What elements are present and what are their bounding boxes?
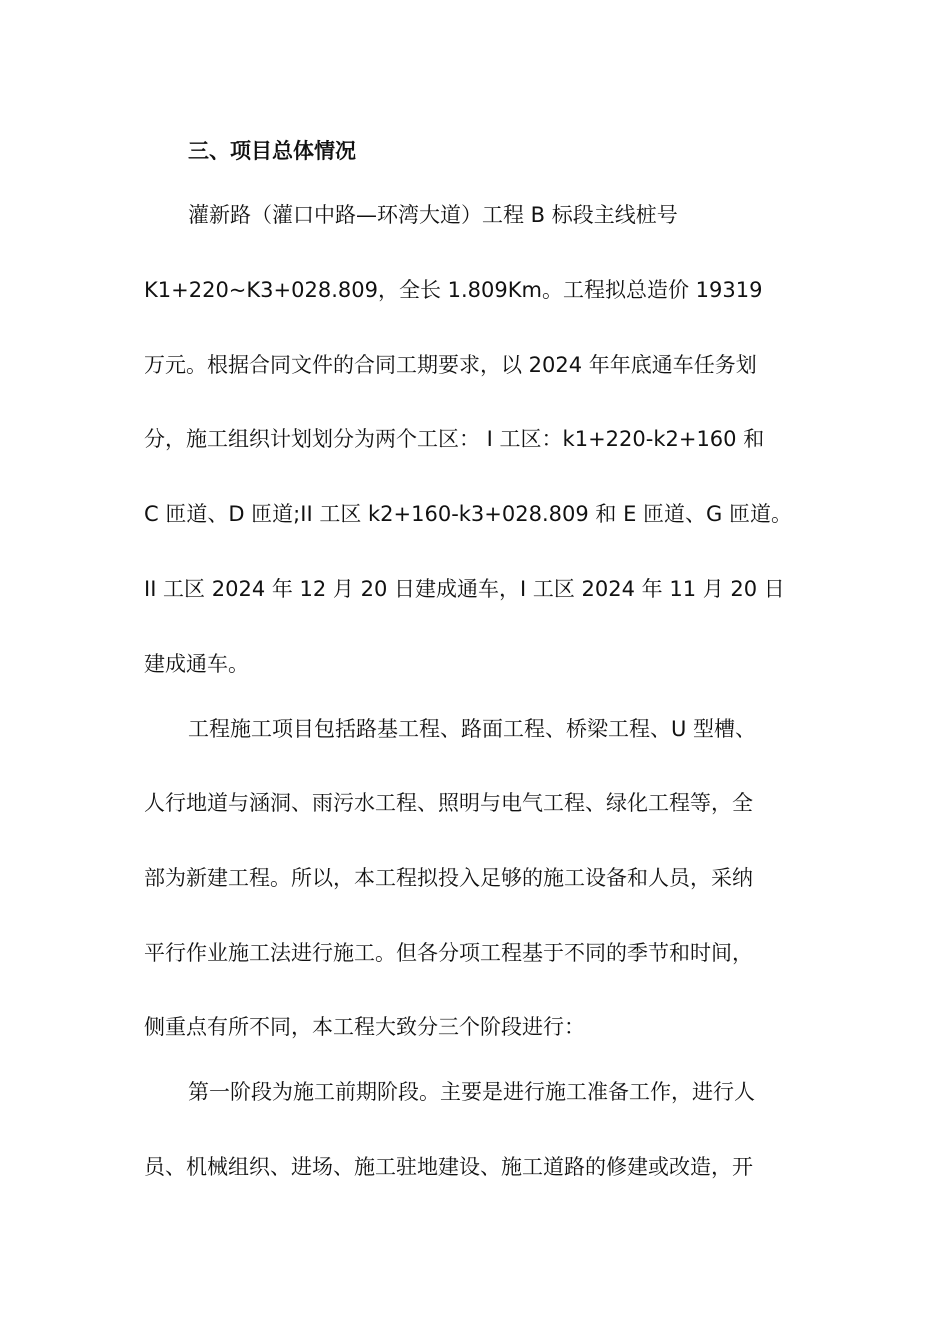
- section-heading: 三、项目总体情况: [188, 139, 356, 163]
- paragraph-2-line-5: 侧重点有所不同，本工程大致分三个阶段进行：: [144, 1015, 585, 1039]
- paragraph-3-line-1: 第一阶段为施工前期阶段。主要是进行施工准备工作，进行人: [188, 1080, 755, 1104]
- paragraph-1-line-4: 分，施工组织计划划分为两个工区： I 工区：k1+220-k2+160 和: [144, 427, 765, 451]
- paragraph-2-line-3: 部为新建工程。所以，本工程拟投入足够的施工设备和人员，采纳: [144, 866, 753, 890]
- paragraph-1-line-2: K1+220~K3+028.809，全长 1.809Km。工程拟总造价 19319: [144, 278, 763, 302]
- paragraph-1-line-7: 建成通车。: [144, 652, 249, 676]
- paragraph-1-line-5: C 匝道、D 匝道;II 工区 k2+160-k3+028.809 和 E 匝道、G 匝道。: [144, 502, 792, 526]
- paragraph-1-line-1: 灌新路（灌口中路—环湾大道）工程 B 标段主线桩号: [188, 203, 678, 227]
- paragraph-2-line-2: 人行地道与涵洞、雨污水工程、照明与电气工程、绿化工程等，全: [144, 791, 753, 815]
- paragraph-1-line-6: II 工区 2024 年 12 月 20 日建成通车，I 工区 2024 年 11 月 20 日: [144, 577, 785, 601]
- paragraph-2-line-4: 平行作业施工法进行施工。但各分项工程基于不同的季节和时间，: [144, 941, 753, 965]
- paragraph-1-line-3: 万元。根据合同文件的合同工期要求，以 2024 年年底通车任务划: [144, 353, 757, 377]
- paragraph-2-line-1: 工程施工项目包括路基工程、路面工程、桥梁工程、U 型槽、: [188, 717, 757, 741]
- paragraph-3-line-2: 员、机械组织、进场、施工驻地建设、施工道路的修建或改造，开: [144, 1155, 753, 1179]
